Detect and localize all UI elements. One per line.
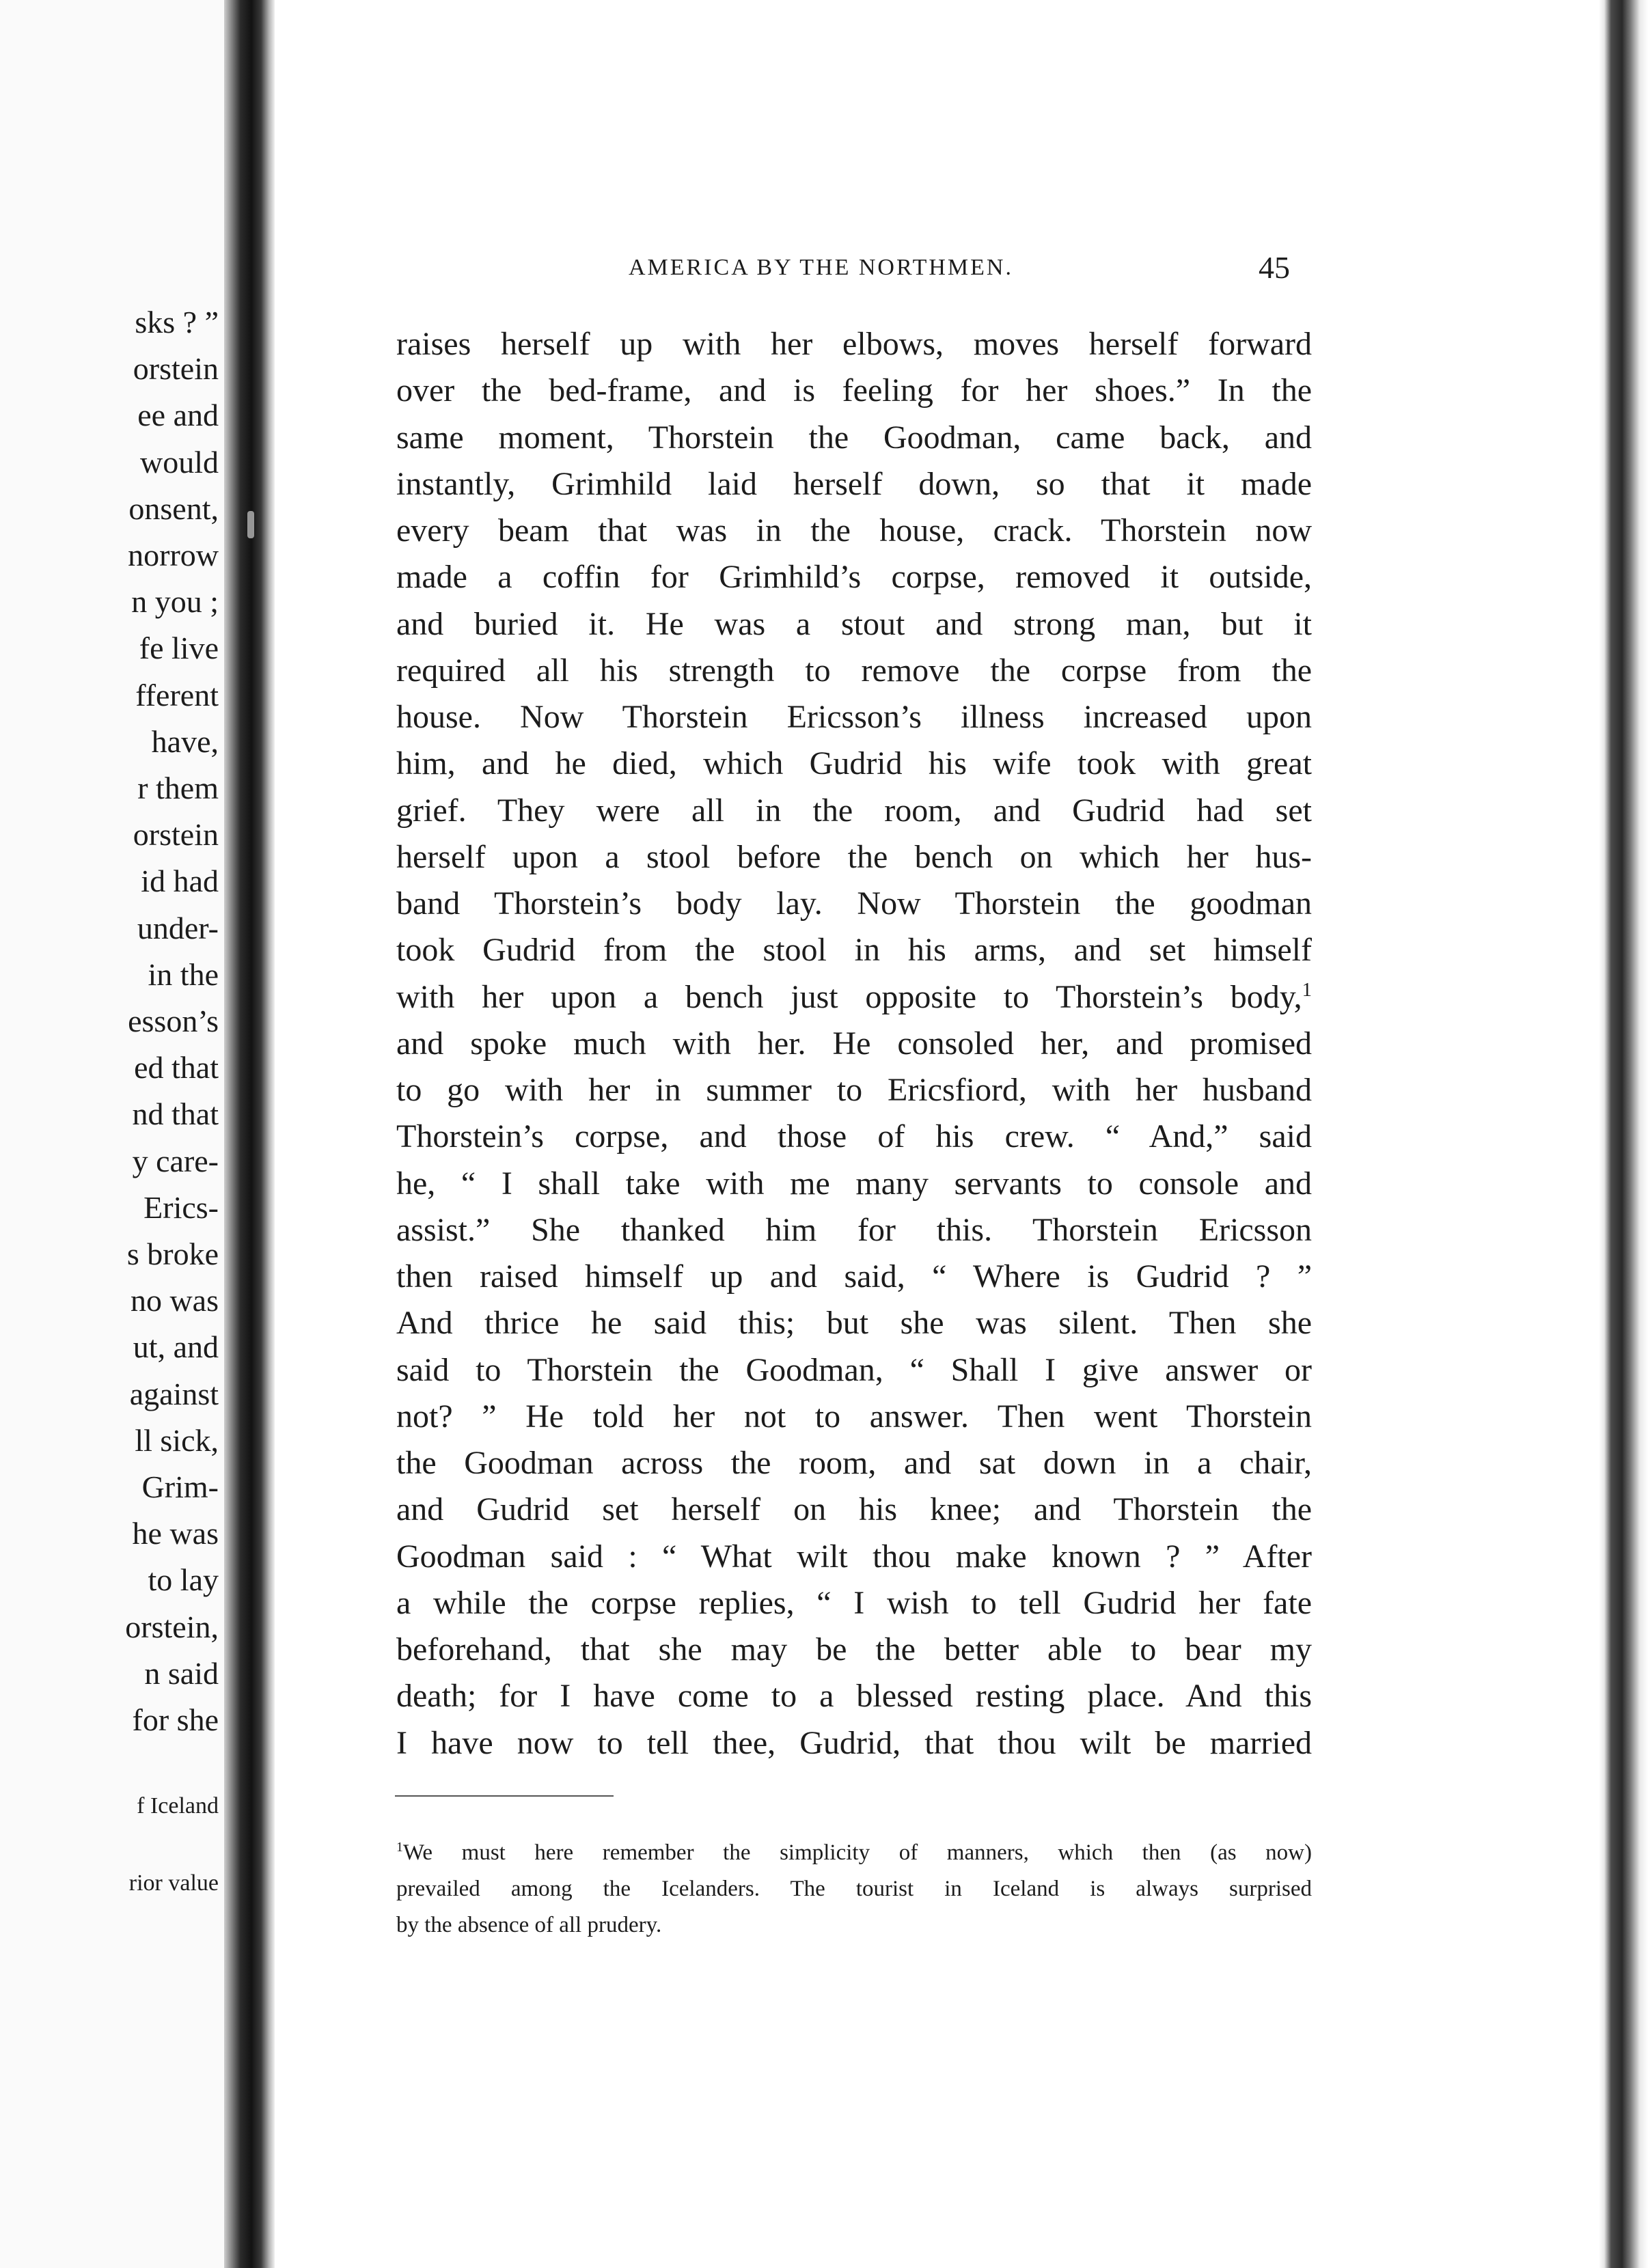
left-page-line: sks ? ” <box>135 305 219 340</box>
text-line: herself upon a stool before the bench on which her hus- <box>396 838 1312 875</box>
book-gutter-shadow <box>224 0 275 2268</box>
text-line: he, “ I shall take with me many servants to console and <box>396 1165 1312 1202</box>
footnote-marker: 1 <box>396 1840 403 1855</box>
left-page-line: s broke <box>126 1236 219 1272</box>
left-page-line: fe live <box>139 631 219 666</box>
text-line: and buried it. He was a stout and strong man, but it <box>396 605 1312 642</box>
text-line: Thorstein’s corpse, and those of his crew. “ And,” said <box>396 1118 1312 1155</box>
running-header <box>396 249 1421 297</box>
text-line: death; for I have come to a blessed resting place. And this <box>396 1678 1312 1715</box>
text-line: Goodman said : “ What wilt thou make known ? ” After <box>396 1538 1312 1575</box>
text-line: instantly, Grimhild laid herself down, so that it made <box>396 465 1312 502</box>
footnote-rule <box>395 1795 614 1797</box>
text-line: assist.” She thanked him for this. Thorstein Ericsson <box>396 1211 1312 1248</box>
left-facing-page <box>0 0 225 2268</box>
left-page-line: for she <box>132 1702 219 1738</box>
text-line: every beam that was in the house, crack. Thorstein now <box>396 512 1312 549</box>
left-page-line: orstein <box>133 817 219 853</box>
left-page-text <box>0 299 219 1743</box>
left-page-line: orstein, <box>125 1609 219 1644</box>
text-line: him, and he died, which Gudrid his wife took with great <box>396 745 1312 782</box>
text-line: not? ” He told her not to answer. Then went Thorstein <box>396 1398 1312 1435</box>
text-line: with her upon a bench just opposite to Thorstein’s body,$^1$ <box>396 978 1312 1015</box>
text-line: then raised himself up and said, “ Where is Gudrid ? ” <box>396 1258 1312 1295</box>
text-line: and spoke much with her. He consoled her, and promised <box>396 1025 1312 1062</box>
left-page-line: id had <box>141 863 219 899</box>
left-page-line: ut, and <box>133 1329 219 1365</box>
left-page-line: ed that <box>134 1050 219 1085</box>
text-line: a while the corpse replies, “ I wish to tell Gudrid her fate <box>396 1584 1312 1621</box>
left-page-line: ee and <box>137 398 219 433</box>
footnote-line <box>396 1871 1312 1907</box>
left-page-line: he was <box>132 1516 219 1551</box>
left-page-line: n you ; <box>131 584 219 620</box>
text-line: grief. They were all in the room, and Gudrid had set <box>396 792 1312 829</box>
footnote-line <box>396 1907 1312 1944</box>
text-line: I have now to tell thee, Gudrid, that thou wilt be married <box>396 1724 1312 1761</box>
left-footnote-fragment: rior value <box>128 1870 219 1896</box>
text-line: to go with her in summer to Ericsfiord, with her husband <box>396 1072 1312 1108</box>
left-page-line: orstein <box>133 351 219 387</box>
text-line: and Gudrid set herself on his knee; and Thorstein the <box>396 1491 1312 1528</box>
left-page-line: onsent, <box>128 490 219 526</box>
text-line: the Goodman across the room, and sat down in a chair, <box>396 1445 1312 1481</box>
left-page-line: n said <box>144 1655 219 1691</box>
left-page-line: Erics- <box>143 1189 219 1225</box>
left-page-line: norrow <box>128 538 219 573</box>
text-line: over the bed-frame, and is feeling for her shoes.” In the <box>396 372 1312 409</box>
left-page-line: fferent <box>135 677 219 713</box>
left-page-line: r them <box>137 771 219 806</box>
text-line: band Thorstein’s body lay. Now Thorstein the goodman <box>396 885 1312 922</box>
gutter-smudge <box>247 511 254 538</box>
left-page-line: no was <box>130 1283 219 1318</box>
footnote-reference: 1 <box>1302 978 1312 1001</box>
text-line: took Gudrid from the stool in his arms, and set himself <box>396 932 1312 969</box>
page-edge-shadow <box>1599 0 1648 2268</box>
footnote <box>396 1835 1312 1944</box>
text-line: required all his strength to remove the corpse from the <box>396 652 1312 689</box>
left-page-line: in the <box>148 956 219 992</box>
text-line: said to Thorstein the Goodman, “ Shall I give answer or <box>396 1351 1312 1388</box>
text-line: house. Now Thorstein Ericsson’s illness increased upon <box>396 699 1312 735</box>
text-line: same moment, Thorstein the Goodman, came back, and <box>396 419 1312 456</box>
left-page-line: to lay <box>148 1562 219 1598</box>
left-page-line: against <box>129 1376 219 1411</box>
left-page-line: would <box>140 444 219 480</box>
left-page-line: Grim- <box>141 1469 219 1505</box>
footnote-text: We must here remember the simplicity of manners, which then (as now) <box>402 1840 1312 1865</box>
page-number: 45 <box>1259 250 1290 285</box>
running-title: AMERICA BY THE NORTHMEN. <box>629 255 1013 280</box>
text-line: made a coffin for Grimhild’s corpse, removed it outside, <box>396 559 1312 596</box>
left-page-line: y care- <box>132 1143 219 1178</box>
text-line: beforehand, that she may be the better able to bear my <box>396 1631 1312 1668</box>
footnote-text: prevailed among the Icelanders. The tourist in Iceland is always surprised <box>396 1877 1312 1901</box>
left-page-line: esson’s <box>128 1004 219 1039</box>
text-line: And thrice he said this; but she was silent. Then she <box>396 1305 1312 1342</box>
footnote-text: by the absence of all prudery. <box>396 1913 662 1937</box>
left-page-line: ll sick, <box>135 1422 219 1458</box>
left-page-line: under- <box>137 910 219 945</box>
left-page-line: nd that <box>132 1096 219 1132</box>
left-footnote-fragment: f Iceland <box>137 1793 219 1818</box>
text-line: raises herself up with her elbows, moves herself forward <box>396 326 1312 362</box>
body-text <box>396 321 1312 1767</box>
left-page-line: have, <box>151 723 219 759</box>
footnote-line <box>396 1835 1312 1871</box>
